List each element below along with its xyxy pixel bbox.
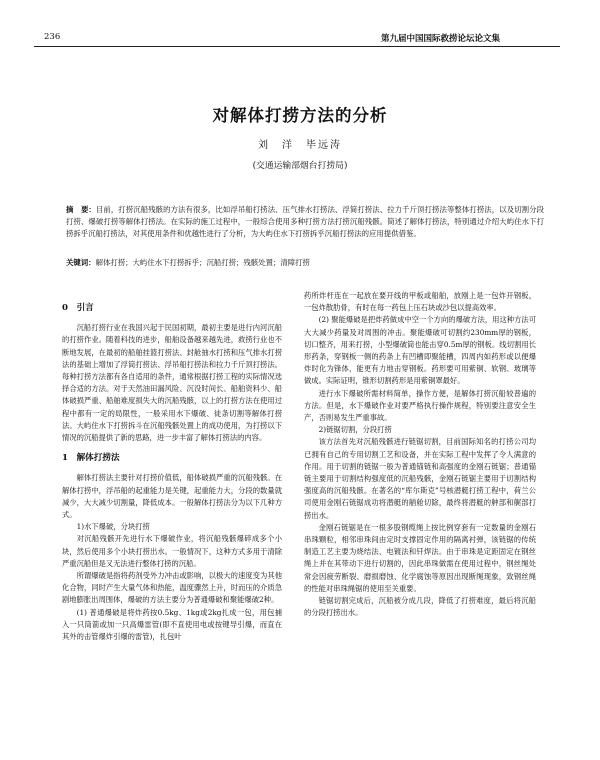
left-column: [62, 294, 282, 643]
keywords-text: 解体打捞；大屿住水下打捞拆乎；沉船打捞；残骸处置；清障打捞: [95, 258, 310, 267]
paragraph: 该方法首先对沉船残骸进行链锯切割，目前国际知名的打捞公司均已拥有自己的专用切割工艺和设备，并在实际工程中发挥了令人满意的作用。用于切割的链锯一般为普通锚链和高强度的金刚石链锯；普通锚链主要用于切割结构强度低的沉船残骸，金刚石链锯主要用于切割结构强度高的沉船残骸。在著名的“库尔斯克”号核潜艇打捞工程中，荷兰公司使用金刚石链锯成功将潜艇的艏舱切除，最终将潜艇的舯部和艉部打捞出水。: [304, 437, 536, 520]
paper-affiliation: (交通运输部烟台打捞局): [252, 161, 348, 171]
paragraph: 链锯切割完成后，沉船被分成几段，降低了打捞难度，最后将沉船的分段打捞出水。: [304, 596, 536, 618]
paragraph: 解体打捞法主要针对打捞价值低，船体破损严重的沉船残骸。在解体打捞中，浮吊船的起重能力是关键，起重能力大，分段的数量就减少，大大减少切割量，降低成本。一般解体打捞法分为以下几种方式。: [62, 473, 282, 520]
page-number: 236: [44, 32, 61, 42]
paragraph: 对沉船残骸开先进行水下爆破作业，将沉船残骸爆碎成多个小块，然后使用多个小块打捞出水。一般情况下，这种方式多用于清除严重沉船但是又无法进行整体打捞的沉船。: [62, 534, 282, 568]
paper-title: 对解体打捞方法的分析: [212, 106, 388, 125]
abstract-label: 摘 要：: [66, 205, 96, 214]
paragraph: 沉船打捞行业在我国兴起于民国初期，最初主要是进行内河沉船的打捞作业。随着科技的进步，船舶设备越来越先进，救捞行业也不断地发展，在最初的船舶挂篮打捞法、封舱抽水打捞和压气排水打捞法的基础上增加了浮筒打捞法、浮吊船打捞法和拉力千斤顶打捞法。每种打捞方法都有各自适用的条件，通常根据打捞工程的实际情况选择合适的方法。对于天然油田漏风险、沉没时间长、船舶资料少、船体破损严重、船舶难度损失大的沉船残骸，以上的打捞方法在使用过程中都有一定的局限性，一般采用水下爆破、徒条切割等解体打捞法。大屿住水下打捞拆斗在沉船残骸处置上的成功使用，为打捞以下情况的沉船提供了新的思路，进一步丰富了解体打捞法的内容。: [62, 323, 282, 443]
section-heading-method: 1 解体打捞法: [62, 453, 120, 464]
paragraph: 药所炸杆连在一起放在要开线的甲板或船舶，放刚上是一包炸开钢板，一包炸散肋骨，有时在每一药包上压石块或沙包以提高效率。: [304, 291, 536, 313]
paragraph: 所谓爆破是指将药剂受外力冲击或影响，以极大的速度变为其他化合物，同时产生大量气体和热能，温度骤然上升，时而压的介质急剧地膨胀出周围体，爆破的方法主要分为普通爆破和聚能爆破2种。: [62, 571, 282, 605]
abstract: [66, 204, 544, 241]
paper-authors: 刘 洋 毕远涛: [258, 140, 342, 151]
keywords: [66, 257, 544, 269]
running-header: [34, 30, 560, 47]
subsection-heading: 2)链锯切割，分段打捞: [318, 425, 392, 435]
subsection-heading: 1)水下爆破，分块打捞: [76, 522, 150, 532]
section-heading-intro: 0 引言: [62, 303, 94, 313]
conference-title: 第九届中国国际救捞论坛论文集: [380, 34, 500, 44]
paragraph: (2) 聚能爆破是把炸药做成中空一个方向的爆破方法，用这种方法可大大减少药量及对周围的冲击。聚能爆破可切割约230mm厚的钢板，切口整齐，用来打捞，小型爆破筒也能击穿0.5m厚的钢板。线切割用长形药条，穿钢板一侧的药条上有凹槽即聚能槽，四周内如药形或以便爆炸时化为锋体，能更有力地击穿钢板。药形要可用紫铜、软钢、玻璃等做成。实际证明，锥形切割药形是用紫铜罩最好。: [304, 315, 536, 386]
right-column: [304, 290, 536, 619]
keywords-label: 关键词：: [66, 258, 96, 267]
abstract-text: 目前，打捞沉船残骸的方法有很多，比如浮吊船打捞法、压气排水打捞法、浮简打捞法、拉力千斤顶打捞法等整体打捞法，以及切割分段打捞、爆破打捞等解体打捞法。在实际的施工过程中，一般综合使用多种打捞方法打捞沉船残骸。简述了解体打捞法，特别通过介绍大屿住水下打捞拆乎沉船打捞法，对其使用条件和优越性进行了分析，为大屿住水下打捞拆乎沉船打捞法的应用提供借鉴。: [66, 205, 544, 239]
paragraph: 进行水下爆破所需材料简单，操作方便，是解体打捞沉船较普遍的方法。但是，水下爆破作业对要严格执行操作规程，特别要注意安全生产，否则易发生严重事故。: [304, 388, 536, 423]
paragraph: 金刚石链锯是在一根多股钢缆绳上按比例穿套有一定数量的金刚石串珠颗粒，相邻串珠间由定时支撑固定作用的隔离衬弹，该链锯的传统制造工艺主要为烧结法、电镀法和钎焊法。由于串珠是定距固定在钢丝绳上并在其带动下进行切割的，因此串珠做需在使用过程中，钢丝绳处常会因疲劳断裂、磨损磨蚀、化学腐蚀等原因出现断绳现象，致钢丝绳的性能对串珠绳锯的使用至关重要。: [304, 522, 536, 593]
paragraph: (1) 普通爆破是将炸药按0.5kg、1kg或2kg扎成一包，用包捕入一只筒箭或加一只高爆雷管(即不直使用电或按键导引爆，而直在其外的击管爆炸引爆的雷管)，扎包叶: [62, 607, 282, 642]
